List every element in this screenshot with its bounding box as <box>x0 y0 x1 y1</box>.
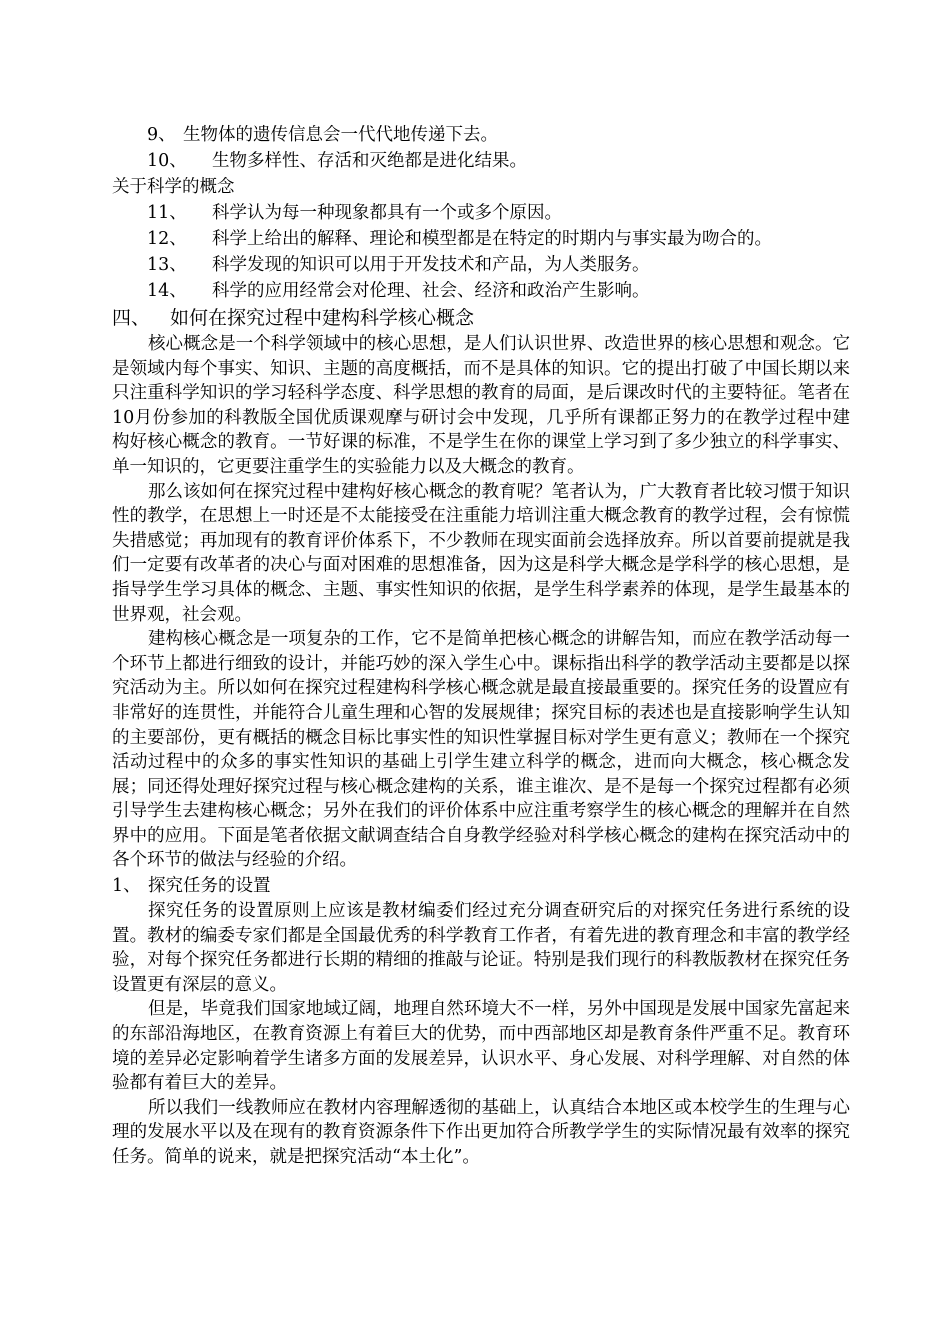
list-number: 10、 <box>147 151 187 171</box>
section-label: 关于科学的概念 <box>112 177 235 197</box>
list-text: 科学上给出的解释、理论和模型都是在特定的时期内与事实最为吻合的。 <box>212 229 772 249</box>
list-item-11 <box>112 200 850 226</box>
list-number: 9、 <box>147 125 176 145</box>
list-text: 生物多样性、存活和灭绝都是进化结果。 <box>212 151 527 171</box>
list-item-9 <box>112 122 850 148</box>
paragraph-how-to-build: 那么该如何在探究过程中建构好核心概念的教育呢？笔者认为，广大教育者比较习惯于知识性的教学，在思想上一时还是不太能接受在注重能力培训注重大概念教育的教学过程，会有惊慌失措感觉；再加现有的教育评价体系下，不少教师在现实面前会选择放弃。所以首要前提就是我们一定要有改革者的决心与面对困难的思想准备，因为这是科学大概念是学科学的核心思想，是指导学生学习具体的概念、主题、事实性知识的依据，是学生科学素养的体现，是学生最基本的世界观，社会观。 <box>112 481 850 625</box>
heading-text: 如何在探究过程中建构科学核心概念 <box>170 307 475 329</box>
list-text: 生物体的遗传信息会一代代地传递下去。 <box>183 125 498 145</box>
list-number: 14、 <box>147 281 187 301</box>
list-number: 13、 <box>147 255 187 275</box>
subheading-text: 探究任务的设置 <box>148 876 271 897</box>
list-item-12 <box>112 226 850 252</box>
heading-number: 四、 <box>112 307 151 329</box>
list-item-10 <box>112 148 850 174</box>
section-heading-four <box>112 304 850 332</box>
paragraph-construction: 建构核心概念是一项复杂的工作，它不是简单把核心概念的讲解告知，而应在教学活动每一个环节上都进行细致的设计，并能巧妙的深入学生心中。课标指出科学的教学活动主要都是以探究活动为主。所以如何在探究过程建构科学核心概念就是最直接最重要的。探究任务的设置应有非常好的连贯性，并能符合儿童生理和心智的发展规律；探究目标的表述也是直接影响学生认知的主要部份，更有概括的概念目标比事实性的知识性掌握目标对学生更有意义；教师在一个探究活动过程中的众多的事实性知识的基础上引学生建立科学的概念，进而向大概念，核心概念发展；同还得处理好探究过程与核心概念建构的关系，谁主谁次、是不是每一个探究过程都有必须引导学生去建构核心概念；另外在我们的评价体系中应注重考察学生的核心概念的理解并在自然界中的应用。下面是笔者依据文献调查结合自身教学经验对科学核心概念的建构在探究活动中的各个环节的做法与经验的介绍。 <box>112 629 850 871</box>
document-body <box>112 122 850 1170</box>
list-number: 11、 <box>147 203 187 223</box>
list-text: 科学的应用经常会对伦理、社会、经济和政治产生影响。 <box>212 281 650 301</box>
list-item-13 <box>112 252 850 278</box>
paragraph-core-concept: 核心概念是一个科学领域中的核心思想，是人们认识世界、改造世界的核心思想和观念。它是领域内每个事实、知识、主题的高度概括，而不是具体的知识。它的提出打破了中国长期以来只注重科学知识的学习轻科学态度、科学思想的教育的局面，是后课改时代的主要特征。笔者在10月份参加的科教版全国优质课观摩与研讨会中发现，几乎所有课都正努力的在教学过程中建构好核心概念的教育。一节好课的标准，不是学生在你的课堂上学习到了多少独立的科学事实、单一知识的，它更要注重学生的实验能力以及大概念的教育。 <box>112 334 850 477</box>
paragraph-task-principle: 探究任务的设置原则上应该是教材编委们经过充分调查研究后的对探究任务进行系统的设置。教材的编委专家们都是全国最优秀的科学教育工作者，有着先进的教育理念和丰富的教学经验，对每个探究任务都进行长期的精细的推敲与论证。特别是我们现行的科教版教材在探究任务设置更有深层的意义。 <box>112 901 850 995</box>
paragraph-regional-difference: 但是，毕竟我们国家地域辽阔，地理自然环境大不一样，另外中国现是发展中国家先富起来的东部沿海地区，在教育资源上有着巨大的优势，而中西部地区却是教育条件严重不足。教育环境的差异必定影响着学生诸多方面的发展差异，认识水平、身心发展、对科学理解、对自然的体验都有着巨大的差异。 <box>112 999 850 1094</box>
list-item-14 <box>112 278 850 304</box>
subheading-number: 1、 <box>112 876 141 897</box>
list-text: 科学认为每一种现象都具有一个或多个原因。 <box>212 203 562 223</box>
paragraph-localization: 所以我们一线教师应在教材内容理解透彻的基础上，认真结合本地区或本校学生的生理与心理的发展水平以及在现有的教育资源条件下作出更加符合所教学学生的实际情况最有效率的探究任务。简单的说来，就是把探究活动“本土化”。 <box>112 1097 850 1167</box>
subheading-task-setting <box>112 873 850 899</box>
list-number: 12、 <box>147 229 187 249</box>
list-text: 科学发现的知识可以用于开发技术和产品，为人类服务。 <box>212 255 650 275</box>
